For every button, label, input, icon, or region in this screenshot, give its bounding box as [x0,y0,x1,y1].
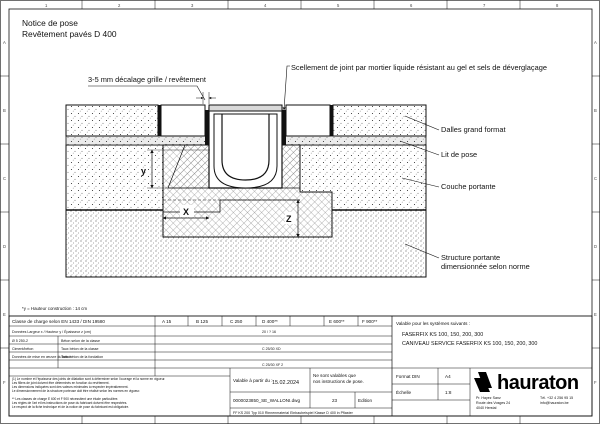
note2-1: ** Les classes de charge E 600 et F 900 nécessitent une étude particulière. [12,397,119,401]
channel-inner-profile [214,114,277,188]
row4-value: C 25/30 XD [262,347,281,351]
callout-offset-text: 3-5 mm décalage grille / revêtement [88,75,206,84]
dimension-z-label: Z [286,214,292,224]
ruler-top-7: 7 [483,3,486,8]
class-b125: B 125 [196,319,209,324]
address-line-3: 4040 Herstal [476,406,497,410]
ruler-top-8: 8 [556,3,559,8]
dimension-x-label: X [183,207,190,217]
email: info@hauraton.be [540,401,569,405]
brand-name: hauraton [497,372,579,394]
ruler-side-e-right: E [594,312,597,317]
disclaimer-1: Ne sont valables que [313,373,356,378]
cross-section [66,92,426,277]
paver-left [161,105,205,136]
callout-slabs-text: Dalles grand format [441,125,506,134]
valid-from-label: Valable à partir du : [233,378,273,383]
callout-bed-text: Lit de pose [441,150,478,159]
phone: Tél. +32 4 256 95 15 [540,396,574,400]
address-line-1: Pr. Hayez Sanz [476,396,501,400]
ruler-top-5: 5 [337,3,340,8]
ruler-top-6: 6 [410,3,413,8]
ruler-top-2: 2 [118,3,121,8]
callout-structure-text-1: Structure portante [441,253,501,262]
bottom-caption: FF KS 200 Typ 010 Rinnenmaterial Einbaubeispiel Klasse D 400 in Pflaster [233,411,353,415]
load-class-label: Classe de charge selon EN 1433 / DIN 19580 [12,319,105,324]
row4-desc: Taux béton de la classe [61,347,99,351]
note-4: Le dimensionnement de la structure porteuse doit être réalisé selon les normes en vigueur. [12,389,141,393]
ruler-side-d-right: D [594,244,598,249]
note-2: Les fillers de joint doivent être déterminés en fonction du revêtement. [12,381,110,385]
channel-grate [209,105,282,111]
callout-structure-text-2: dimensionnée selon norme [441,262,530,271]
ruler-side-e: E [3,312,6,317]
class-e600: E 600** [329,319,345,324]
class-f900: F 900** [362,319,378,324]
ruler-side-c: C [3,176,7,181]
title-block-text [12,319,579,415]
dimensions-value: 20 / ? 16 [262,330,276,334]
format-label: Format DIN [396,374,420,379]
note-1: (1) Le nombre et l'épaisseur des joints de dilatation sont à déterminer selon l'ouvrage et la norme en vigueur. [12,377,166,381]
slab-right [333,105,426,136]
note2-3: Le respect de la fiche technique et de la notice de pose du fabricant est obligatoire. [12,405,130,409]
systems-label: Valable pour les systèmes suivants : [396,321,470,326]
format-value: A4 [445,374,451,379]
valid-from-date: 15.02.2024 [272,380,299,386]
row5-value: C 25/30 XF 2 [262,363,284,367]
class-c250: C 250 [230,319,243,324]
row3-label: Ø 5 250-2 [12,339,28,343]
ruler-side-a: A [3,40,6,45]
file-name: 0000023850_SE_WALLONI.dwg [233,398,300,403]
haunch-right [282,145,300,188]
class-a15: A 15 [162,319,172,324]
row4-label: Ciment/béton [12,347,34,351]
ruler-side-b: B [3,108,6,113]
scale-value: 1:8 [445,390,452,395]
dimensions-label: Données Largeur x / Hauteur y / Épaisseur z (cm) [12,330,92,334]
system-line-1: FASERFIX KS 100, 150, 200, 300 [402,332,484,338]
dimension-y-label: y [141,166,147,176]
address-line-2: Route des Vosges 24 [476,401,511,405]
ruler-top-labels [45,3,559,8]
ruler-side-d: D [3,244,7,249]
ruler-side-b-right: B [594,108,597,113]
edition-label: Edition [358,398,373,403]
drawing-title: Notice de pose [22,18,78,28]
row5-label: Données de mise en œuvre du béton [12,355,72,359]
drawing-subtitle: Revêtement pavés D 400 [22,29,117,39]
paver-right [286,105,330,136]
class-d400: D 400** [262,319,278,324]
row3-desc: Béton selon de la classe [61,339,100,343]
ruler-top-1: 1 [45,3,48,8]
hauraton-logo [474,372,579,394]
ruler-top-3: 3 [191,3,194,8]
ruler-side-c-right: C [594,176,598,181]
ruler-side-f: F [3,380,6,385]
footnote-height: *y = Hauteur construction : 14 cm [22,306,88,311]
callout-sealing-text: Scellement de joint par mortier liquide résistant au gel et sels de déverglaçage [291,63,547,72]
ruler-top-4: 4 [264,3,267,8]
callout-base-text: Couche portante [441,182,496,191]
ruler-side-f-right: F [594,380,597,385]
slab-left [66,105,158,136]
scale-label: Échelle [396,390,412,395]
note-3: Les dimensions indiquées sont des valeurs minimales à respecter impérativement. [12,385,129,389]
disclaimer-2: nos instructions de pose. [313,379,364,384]
system-line-2: CANIVEAU SERVICE FASERFIX KS 100, 150, 200, 300 [402,341,538,347]
row5-desc: Taux béton de la fondation [61,355,104,359]
page-number: 23 [332,398,338,403]
note2-2: Les règles de l'art et les instructions de pose du fabricant doivent être respectées. [12,401,128,405]
ruler-side-a-right: A [594,40,597,45]
